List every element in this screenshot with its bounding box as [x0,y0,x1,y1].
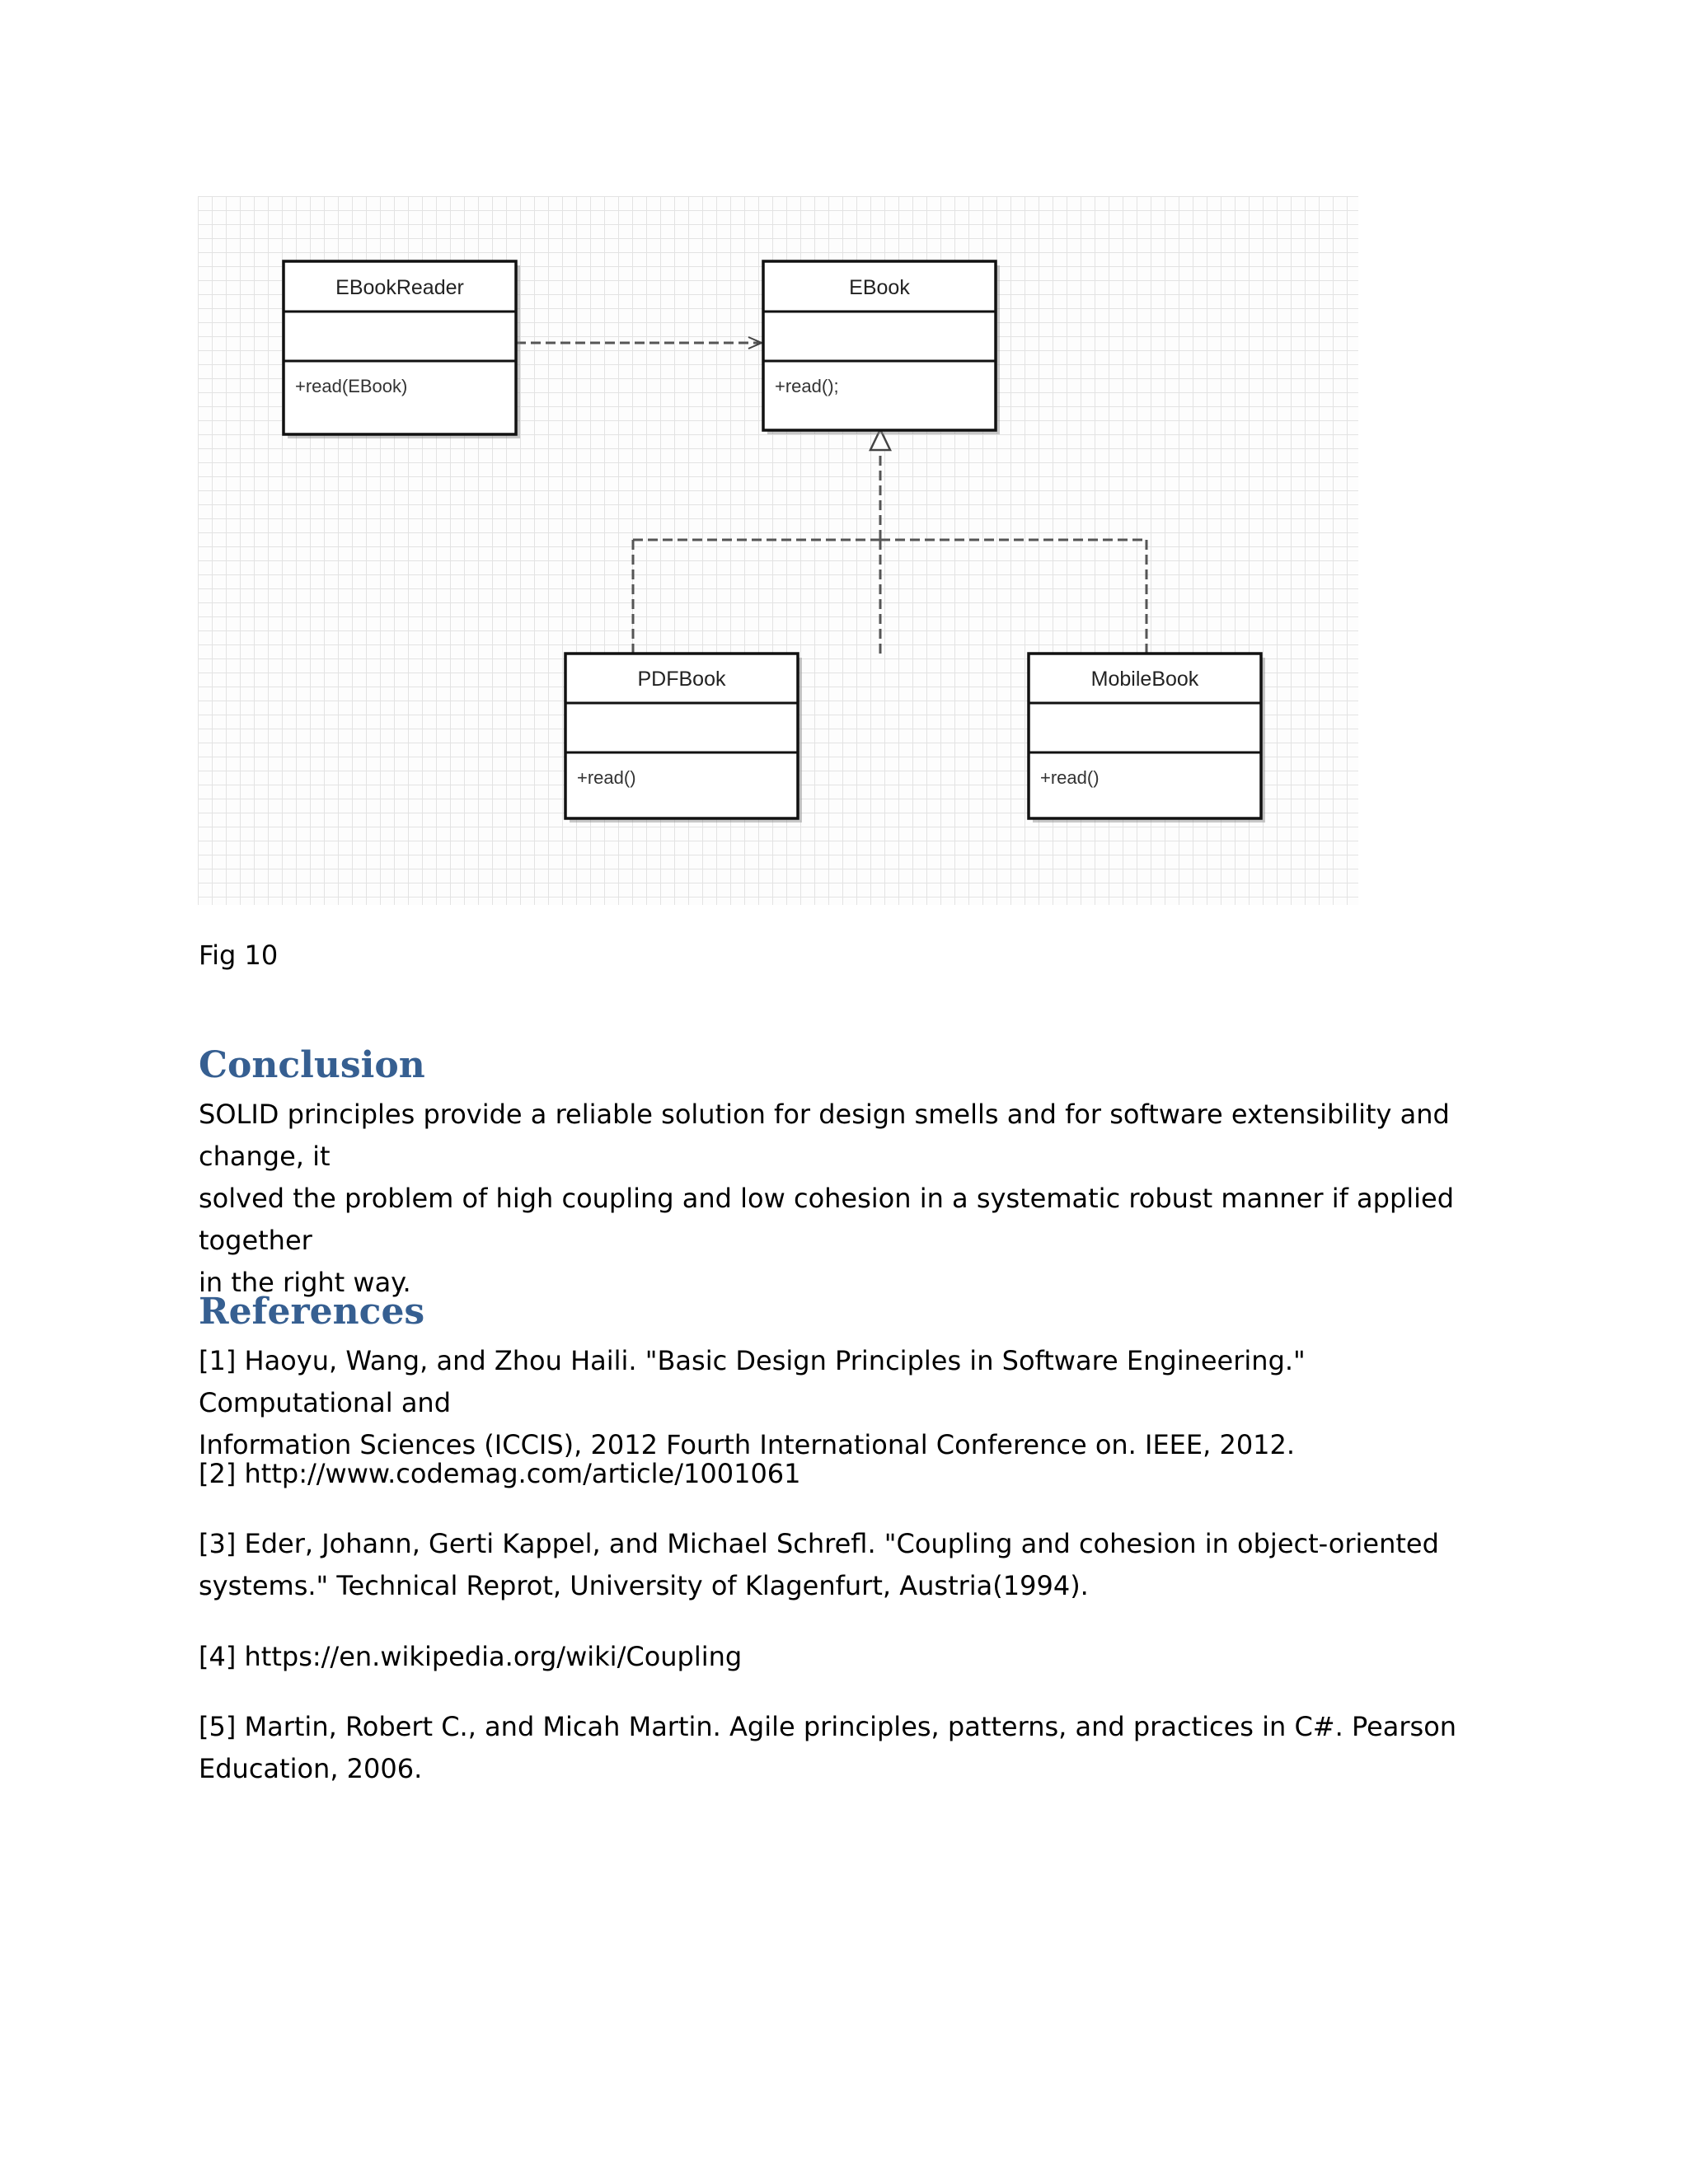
reference-item [199,1636,1501,1678]
conclusion-line: solved the problem of high coupling and low cohesion in a systematic robust manner if applied together [199,1183,1455,1256]
uml-class-ebookreader [284,261,520,438]
reference-line: [4] https://en.wikipedia.org/wiki/Coupling [199,1641,743,1672]
reference-line: Education, 2006. [199,1753,423,1784]
reference-item [199,1453,1501,1495]
reference-line: Information Sciences (ICCIS), 2012 Fourth International Conference on. IEEE, 2012. [199,1429,1296,1460]
references-heading: References [199,1291,425,1333]
uml-diagram-canvas [198,196,1358,905]
reference-line: [3] Eder, Johann, Gerti Kappel, and Michael Schrefl. "Coupling and cohesion in object-oriented [199,1528,1439,1559]
reference-item [199,1706,1501,1790]
uml-class-ebook [763,261,1000,434]
class-name: EBookReader [335,276,464,299]
reference-line: systems." Technical Reprot, University of Klagenfurt, Austria(1994). [199,1570,1089,1601]
uml-class-pdfbook [565,654,802,823]
uml-class-diagram [198,196,1358,905]
figure-caption: Fig 10 [199,940,279,971]
conclusion-paragraph [199,1094,1501,1304]
reference-line: [5] Martin, Robert C., and Micah Martin. Agile principles, patterns, and practices in C#. Pearson [199,1711,1457,1742]
reference-item [199,1340,1501,1466]
class-name: PDFBook [637,668,726,691]
class-name: EBook [849,276,910,299]
realization-connector [633,432,1146,654]
class-name: MobileBook [1090,668,1199,691]
reference-line: [1] Haoyu, Wang, and Zhou Haili. "Basic Design Principles in Software Engineering." Computational and [199,1345,1306,1418]
reference-item [199,1523,1501,1607]
conclusion-line: SOLID principles provide a reliable solution for design smells and for software extensibility and change, it [199,1099,1450,1172]
class-method: +read(EBook) [295,376,408,396]
conclusion-heading: Conclusion [199,1044,425,1086]
conclusion-line: in the right way. [199,1267,411,1298]
class-method: +read(); [775,376,839,396]
reference-line: [2] http://www.codemag.com/article/1001061 [199,1458,801,1489]
class-method: +read() [577,767,636,788]
uml-class-mobilebook [1029,654,1265,823]
class-method: +read() [1040,767,1100,788]
